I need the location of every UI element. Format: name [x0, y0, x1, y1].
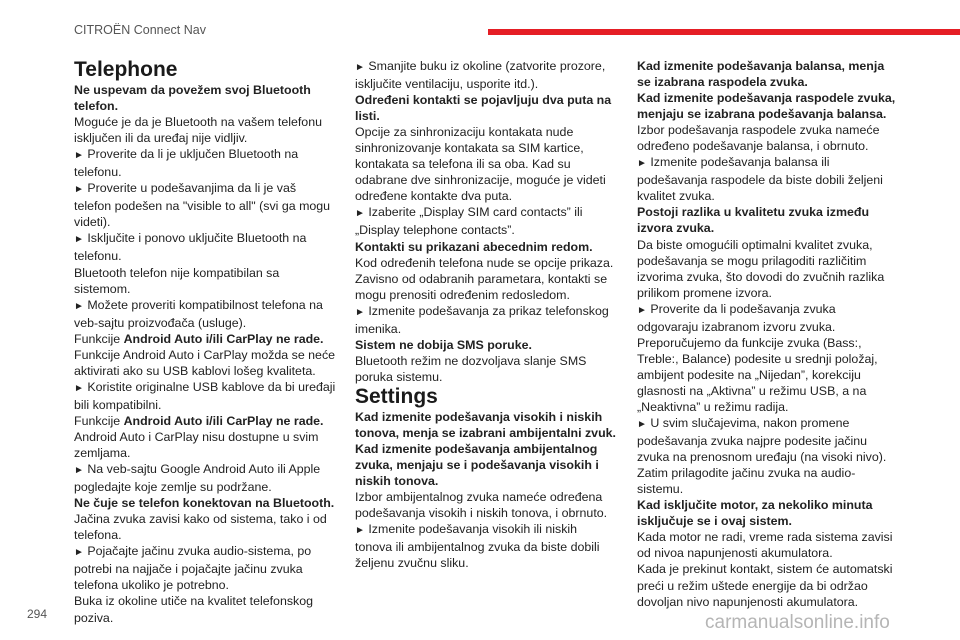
arrow-right-icon: ► — [355, 62, 365, 73]
arrow-right-icon: ► — [74, 184, 84, 196]
action-item: ► Proverite u podešavanjima da li je vaš telefon podešen na "visible to all" (svi ga mogu videti). — [74, 181, 331, 230]
column-1 — [74, 58, 336, 626]
action-item: ► Koristite originalne USB kablove da bi uređaji bili kompatibilni. — [74, 379, 336, 412]
body-text: Kod određenih telefona nude se opcije prikaza. Zavisno od odabranih parametara, kontakti se mogu prenositi određenim redosledom. — [355, 255, 614, 302]
body-text: Bluetooth režim ne dozvoljava slanje SMS poruka sistemu. — [355, 353, 587, 384]
body-text: Da biste omogućili optimalni kvalitet zvuka, podešavanja se mogu prilagoditi različitim izvorima zvuka, što dovodi do zvučnih razlika prilikom promene izvora. — [637, 237, 885, 300]
action-item: ► U svim slučajevima, nakon promene podešavanja zvuka najpre podesite jačinu zvuka na prenosnom uređaju (na visoki nivo). Zatim prilagodite jačinu zvuka na audio-sistemu. — [637, 416, 887, 497]
problem-text: Ne čuje se telefon konektovan na Bluetooth. — [74, 496, 335, 511]
body-text: Jačina zvuka zavisi kako od sistema, tako i od telefona. — [74, 512, 327, 543]
arrow-right-icon: ► — [74, 300, 84, 312]
action-item: ► Izaberite „Display SIM card contacts” ili „Display telephone contacts”. — [355, 205, 583, 238]
action-item: ► Izmenite podešavanja visokih ili niskih tonova ili ambijentalnog zvuka da biste dobili željenu zvučnu sliku. — [355, 522, 600, 571]
action-item: ► Izmenite podešavanja balansa ili podešavanja raspodele da biste dobili željeni kvalitet zvuka. — [637, 155, 883, 204]
problem-text: Kontakti su prikazani abecednim redom. — [355, 239, 593, 254]
arrow-right-icon: ► — [637, 419, 647, 431]
problem-text: Sistem ne dobija SMS poruke. — [355, 337, 532, 352]
problem-text: Određeni kontakti se pojavljuju dva puta na listi. — [355, 93, 612, 124]
arrow-right-icon: ► — [637, 304, 647, 316]
problem-text: Kad izmenite podešavanja balansa, menja se izabrana raspodela zvuka. — [637, 59, 885, 90]
problem-text: Kad izmenite podešavanja visokih i niskih tonova, menja se izabrani ambijentalni zvuk. — [355, 409, 616, 440]
action-item: ► Proverite da li podešavanja zvuka odgovaraju izabranom izvoru zvuka. Preporučujemo da funkcije zvuka (Bass:, Treble:, Balance) podesite u srednji položaj, ambijent podesite na „Nijedan”, korekciju glasnosti na „Aktivna” u režimu USB, a na „Neaktivna” u režimu radija. — [637, 301, 878, 414]
body-text: Kada je prekinut kontakt, sistem će automatski preći u režim uštede energije da bi održao dovoljan nivo napunjenosti akumulatora. — [637, 562, 893, 609]
column-3 — [637, 58, 899, 610]
arrow-right-icon: ► — [355, 208, 365, 220]
body-text: Izbor ambijentalnog zvuka nameće određena podešavanja visokih i niskih tonova, i obrnuto. — [355, 490, 608, 521]
body-text: Bluetooth telefon nije kompatibilan sa sistemom. — [74, 265, 280, 296]
action-item: ► Isključite i ponovo uključite Bluetooth na telefonu. — [74, 231, 307, 264]
body-text: Moguće je da je Bluetooth na vašem telefonu isključen ili da uređaj nije vidljiv. — [74, 115, 322, 146]
page-number: 294 — [27, 607, 48, 621]
arrow-right-icon: ► — [355, 525, 365, 537]
section-heading-telephone: Telephone — [74, 58, 178, 81]
problem-text: Kad izmenite podešavanja ambijentalnog zvuka, menjaju se i podešavanja visokih i niskih tonova. — [355, 442, 599, 489]
header-title: CITROËN Connect Nav — [74, 23, 206, 37]
body-text: Izbor podešavanja raspodele zvuka nameće određeno podešavanje balansa, i obrnuto. — [637, 123, 880, 154]
header-accent-bar — [488, 29, 960, 35]
section-heading-settings: Settings — [355, 384, 438, 408]
column-2 — [355, 58, 617, 571]
arrow-right-icon: ► — [355, 306, 365, 318]
problem-text: Funkcije Android Auto i/ili CarPlay ne rade. — [74, 413, 324, 428]
body-text: Android Auto i CarPlay nisu dostupne u svim zemljama. — [74, 429, 319, 461]
arrow-right-icon: ► — [74, 547, 84, 559]
problem-text: Ne uspevam da povežem svoj Bluetooth telefon. — [74, 83, 311, 114]
body-text: Buka iz okoline utiče na kvalitet telefonskog poziva. — [74, 594, 314, 625]
action-item: ► Izmenite podešavanja za prikaz telefonskog imenika. — [355, 303, 609, 336]
problem-text: Kad isključite motor, za nekoliko minuta isključuje se i ovaj sistem. — [637, 498, 873, 529]
action-item: ► Smanjite buku iz okoline (zatvorite prozore, isključite ventilaciju, usporite itd.). — [355, 59, 606, 92]
arrow-right-icon: ► — [74, 150, 84, 162]
arrow-right-icon: ► — [74, 234, 84, 246]
body-text: Opcije za sinhronizaciju kontakata nude sinhronizovanje kontakata sa SIM kartice, kontakata sa telefona ili sa oba. Kad su odabrane dve sinhronizacije, moguće je videti određene kontakte dva puta. — [355, 125, 606, 204]
body-text: Funkcije Android Auto i CarPlay možda se neće aktivirati ako su USB kablovi lošeg kvaliteta. — [74, 347, 336, 378]
watermark: carmanualsonline.info — [705, 612, 890, 633]
action-item: ► Proverite da li je uključen Bluetooth na telefonu. — [74, 147, 299, 180]
problem-text: Funkcije Android Auto i/ili CarPlay ne rade. — [74, 331, 324, 346]
action-item: ► Na veb-sajtu Google Android Auto ili Apple pogledajte koje zemlje su podržane. — [74, 462, 321, 495]
action-item: ► Možete proveriti kompatibilnost telefona na veb-sajtu proizvođača (usluge). — [74, 297, 323, 330]
body-text: Kada motor ne radi, vreme rada sistema zavisi od nivoa napunjenosti akumulatora. — [637, 530, 893, 561]
problem-text: Postoji razlika u kvalitetu zvuka između izvora zvuka. — [637, 205, 870, 236]
arrow-right-icon: ► — [74, 382, 84, 394]
arrow-right-icon: ► — [637, 158, 647, 170]
arrow-right-icon: ► — [74, 465, 84, 477]
problem-text: Kad izmenite podešavanja raspodele zvuka, menjaju se izabrana podešavanja balansa. — [637, 91, 896, 122]
action-item: ► Pojačajte jačinu zvuka audio-sistema, po potrebi na najjače i pojačajte jačinu zvuka telefona ukoliko je potrebno. — [74, 544, 312, 593]
